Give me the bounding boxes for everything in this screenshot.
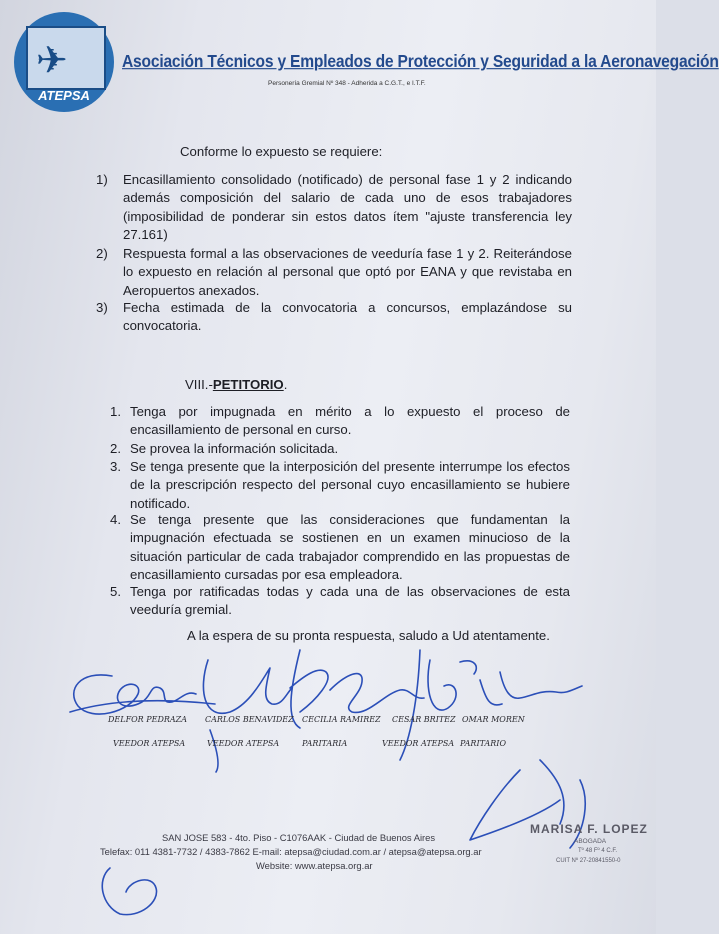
closing-text: A la espera de su pronta respuesta, saludo a Ud atentamente.	[187, 628, 550, 643]
item-number: 1)	[96, 172, 108, 187]
organization-name: Asociación Técnicos y Empleados de Protección y Seguridad a la Aeronavegación	[122, 52, 719, 72]
organization-registration: Personería Gremial Nº 348 - Adherida a C.G.T., e I.T.F.	[268, 80, 426, 87]
signatory-name: CESAR BRITEZ	[392, 715, 456, 724]
logo-text: ATEPSA	[38, 88, 90, 103]
signatory-name: DELFOR PEDRAZA	[108, 715, 188, 724]
item-number: 3)	[96, 300, 108, 315]
signatory-role: VEEDOR ATEPSA	[207, 739, 280, 748]
signatory-name: CECILIA RAMIREZ	[302, 715, 381, 724]
signatory-role: VEEDOR ATEPSA	[382, 739, 455, 748]
signatory-name: CARLOS BENAVIDEZ	[205, 715, 294, 724]
item-text: Tenga por ratificadas todas y cada una de las observaciones de esta veeduría gremial.	[130, 584, 570, 618]
item-text: Se tenga presente que las consideraciones que fundamentan la impugnación efectuada se sostienen en un examen minucioso de la situación particular de cada trabajador comprendido en las propuestas de encasillamiento cursadas por esa empleadora.	[130, 512, 570, 582]
section-title: PETITORIO	[212, 377, 284, 392]
section-prefix: VIII.-	[185, 377, 213, 392]
stamp-registration: Tº 48 Fº 4 C.F.	[578, 848, 618, 854]
signatory-role: PARITARIA	[302, 739, 348, 748]
item-number: 2)	[96, 246, 108, 261]
signatory-role: PARITARIO	[460, 739, 507, 748]
item-text: Encasillamiento consolidado (notificado) de personal fase 1 y 2 indicando además composición del salario de cada uno de esos trabajadores (imposibilidad de ponderar sin estos datos ítem "ajuste transferencia ley 27.161)	[123, 172, 572, 242]
item-number: 3.	[110, 459, 121, 474]
airplane-icon: ✈	[36, 38, 68, 82]
stamp-cuit: CUIT Nº 27-20841550-0	[556, 858, 621, 864]
item-number: 1.	[110, 404, 121, 419]
item-number: 5.	[110, 584, 121, 599]
item-number: 4.	[110, 512, 121, 527]
item-number: 2.	[110, 441, 121, 456]
footer-contact: Telefax: 011 4381-7732 / 4383-7862 E-mail: atepsa@ciudad.com.ar / atepsa@atepsa.org.ar	[100, 846, 482, 857]
item-text: Se tenga presente que la interposición del presente interrumpe los efectos de la prescripción respecto del personal cuyo encasillamiento se hubiere notificado.	[130, 459, 570, 511]
item-text: Se provea la información solicitada.	[130, 441, 339, 456]
footer-website: Website: www.atepsa.org.ar	[256, 860, 373, 871]
intro-text: Conforme lo expuesto se requiere:	[180, 144, 383, 159]
item-text: Fecha estimada de la convocatoria a concursos, emplazándose su convocatoria.	[123, 300, 572, 334]
stamp-title: ABOGADA	[574, 838, 607, 845]
footer-address: SAN JOSE 583 - 4to. Piso - C1076AAK - Ciudad de Buenos Aires	[162, 832, 436, 843]
signatory-name: OMAR MOREN	[462, 715, 525, 724]
stamp-name: MARISA F. LOPEZ	[530, 822, 648, 836]
item-text: Tenga por impugnada en mérito a lo expuesto el proceso de encasillamiento de personal en curso.	[130, 404, 570, 438]
signatory-role: VEEDOR ATEPSA	[113, 739, 186, 748]
section-suffix: .	[283, 377, 288, 392]
item-text: Respuesta formal a las observaciones de veeduría fase 1 y 2. Reiterándose lo expuesto en relación al personal que optó por EANA y que revistaba en Aeropuertos anexados.	[123, 246, 572, 298]
